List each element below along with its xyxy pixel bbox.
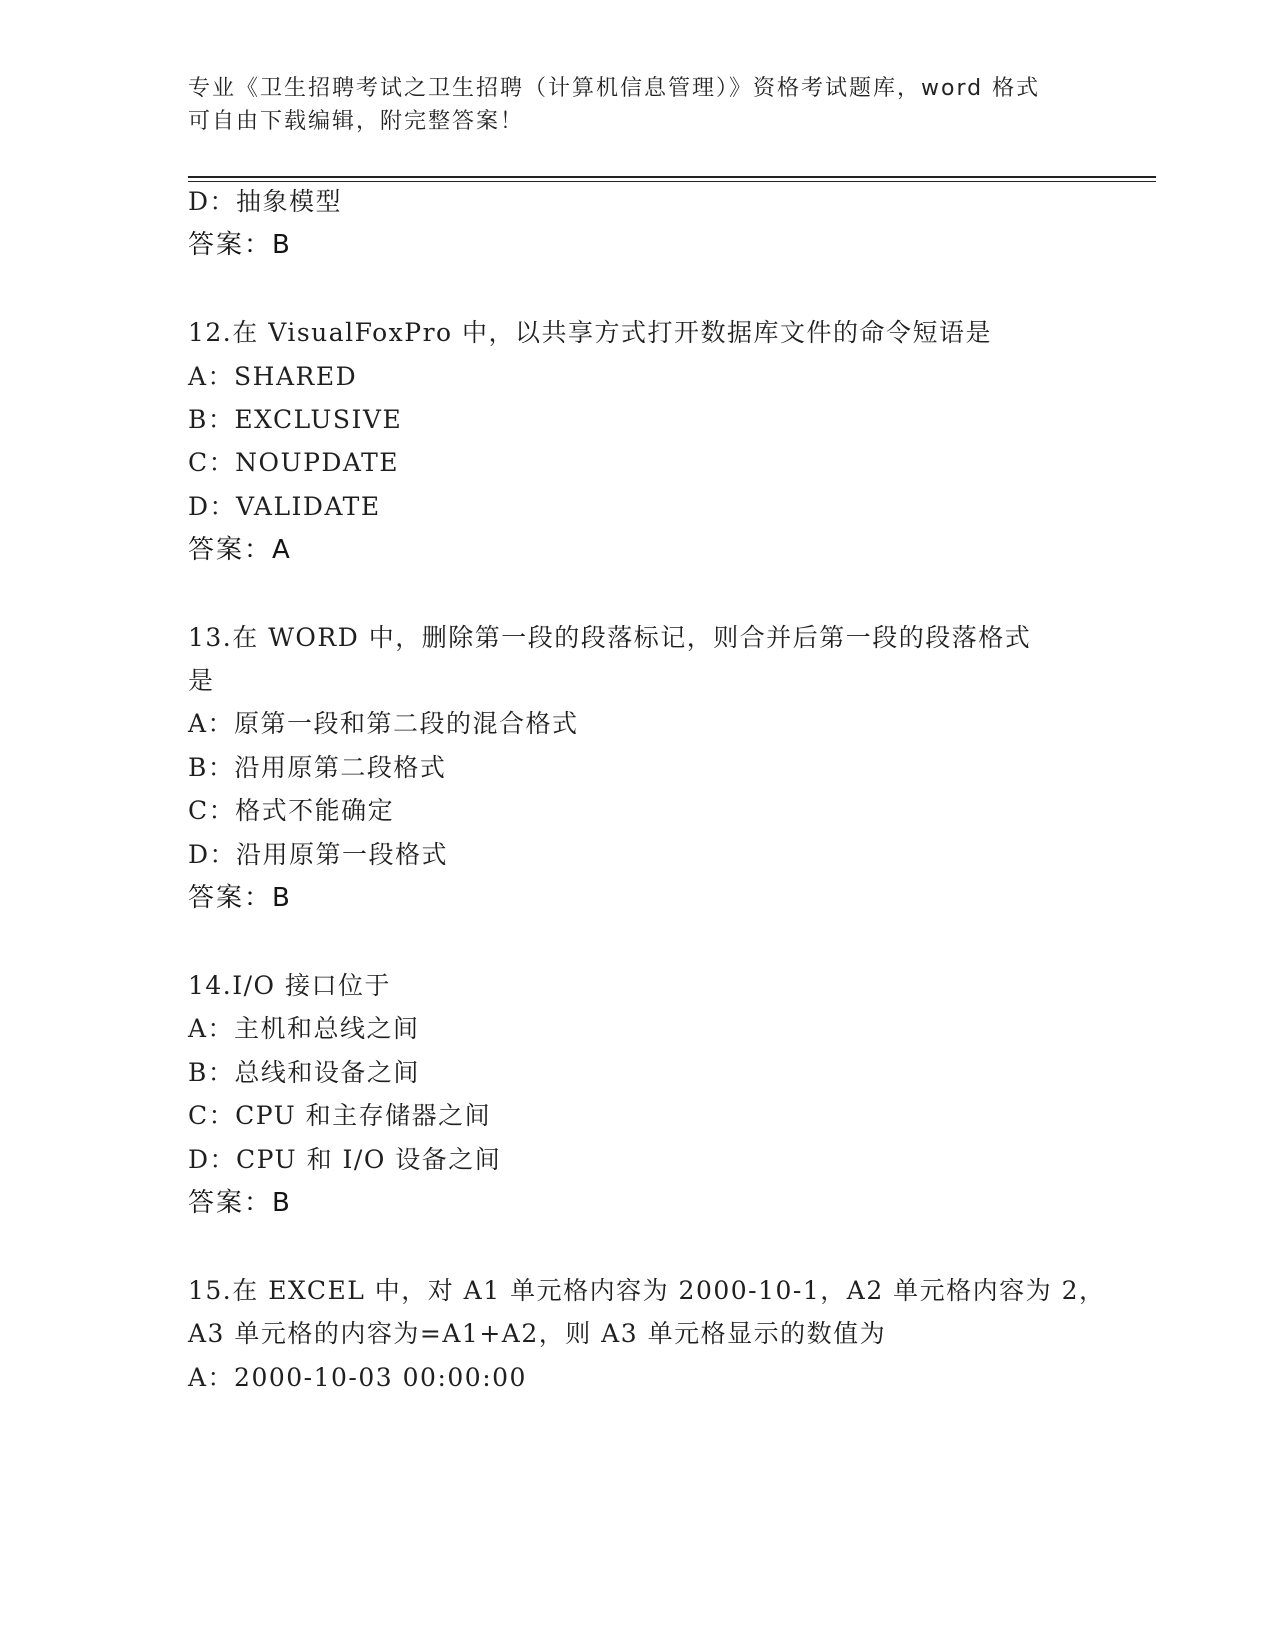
question-15-stem: 15.在 EXCEL 中，对 A1 单元格内容为 2000-10-1，A2 单元格内容为 2， (188, 1276, 1106, 1305)
question-12-option-b: B：EXCLUSIVE (188, 405, 403, 434)
question-14-option-d: D：CPU 和 I/O 设备之间 (188, 1145, 502, 1174)
header-line-1: 专业《卫生招聘考试之卫生招聘（计算机信息管理）》资格考试题库，word 格式 (188, 76, 1041, 101)
answer-line: 答案：B (188, 230, 292, 260)
question-13-stem-cont: 是 (188, 666, 215, 695)
question-14-answer: 答案：B (188, 1188, 292, 1218)
header-divider (188, 176, 1156, 182)
question-14-option-c: C：CPU 和主存储器之间 (188, 1101, 492, 1130)
option-d: D：抽象模型 (188, 187, 343, 216)
question-15-option-a: A：2000-10-03 00:00:00 (188, 1363, 527, 1392)
question-12-stem: 12.在 VisualFoxPro 中，以共享方式打开数据库文件的命令短语是 (188, 318, 993, 347)
question-13-answer: 答案：B (188, 883, 292, 913)
question-13-stem: 13.在 WORD 中，删除第一段的段落标记，则合并后第一段的段落格式 (188, 623, 1032, 652)
question-14-stem: 14.I/O 接口位于 (188, 971, 391, 1000)
question-13-option-d: D：沿用原第一段格式 (188, 840, 449, 869)
question-13-option-c: C：格式不能确定 (188, 796, 395, 825)
question-14-option-a: A：主机和总线之间 (188, 1014, 420, 1043)
question-12-option-a: A：SHARED (188, 362, 358, 391)
header-line-2: 可自由下载编辑，附完整答案！ (188, 109, 525, 134)
question-12-answer: 答案：A (188, 535, 292, 565)
document-header (188, 72, 1088, 138)
question-14-option-b: B：总线和设备之间 (188, 1058, 420, 1087)
question-12-option-d: D：VALIDATE (188, 492, 381, 521)
question-13-option-b: B：沿用原第二段格式 (188, 753, 447, 782)
question-15-stem-cont: A3 单元格的内容为=A1+A2，则 A3 单元格显示的数值为 (188, 1319, 887, 1348)
question-12-option-c: C：NOUPDATE (188, 448, 400, 477)
question-13-option-a: A：原第一段和第二段的混合格式 (188, 709, 579, 738)
